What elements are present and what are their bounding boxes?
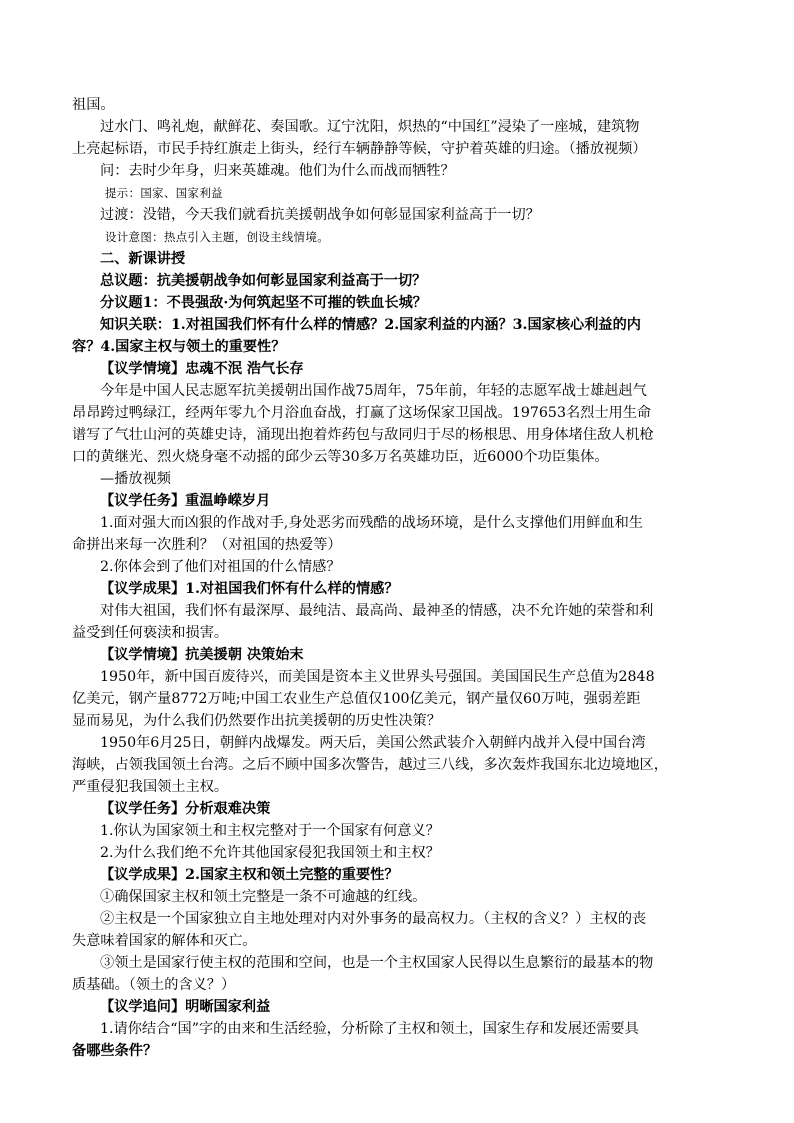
text-line: 海峡，占领我国领土台湾。之后不顾中国多次警告，越过三八线，多次轰炸我国东北边境地区，: [72, 757, 668, 773]
text-line: 今年是中国人民志愿军抗美援朝出国作战75周年，75年前，年轻的志愿军战士雄赳赳气: [100, 383, 647, 399]
text-line: 亿美元，钢产量8772万吨;中国工农业生产总值仅100亿美元，钢产量仅60万吨，强弱差距: [72, 691, 641, 707]
text-line: 1.请你结合“国”字的由来和生活经验，分析除了主权和领土，国家生存和发展还需要具: [100, 1021, 639, 1037]
knowledge-link: 知识关联：1.对祖国我们怀有什么样的情感？2.国家利益的内涵？3.国家核心利益的内: [100, 317, 641, 333]
knowledge-link: 容？4.国家主权与领土的重要性？: [72, 339, 286, 355]
hint-line: 提示：国家、国家利益: [105, 186, 223, 200]
text-line: 1950年6月25日，朝鲜内战爆发。两天后，美国公然武装介入朝鲜内战并入侵中国台湾: [100, 735, 646, 751]
text-line: ②主权是一个国家独立自主地处理对内对外事务的最高权力。（主权的含义？）主权的丧: [100, 911, 647, 927]
text-line: 问：去时少年身，归来英雄魂。他们为什么而战而牺牲？: [100, 163, 455, 179]
text-line: 命拼出来每一次胜利？（对祖国的热爱等）: [72, 537, 342, 553]
section-label: 【议学追问】明晰国家利益: [100, 999, 271, 1015]
text-line: 1.你认为国家领土和主权完整对于一个国家有何意义？: [100, 823, 440, 839]
section-label: 【议学情境】忠魂不泯 浩气长存: [100, 361, 304, 377]
text-line: 1.面对强大而凶狠的作战对手,身处恶劣而残酷的战场环境，是什么支撑他们用鲜血和生: [100, 515, 643, 531]
text-line: 2.你体会到了他们对祖国的什么情感？: [100, 559, 341, 575]
text-line: ③领土是国家行使主权的范围和空间，也是一个主权国家人民得以生息繁衍的最基本的物: [100, 955, 654, 971]
section-label: 【议学任务】分析艰难决策: [100, 801, 271, 817]
sub-topic: 分议题1：不畏强敌·为何筑起坚不可摧的铁血长城？: [100, 295, 427, 311]
text-line: 2.为什么我们绝不允许其他国家侵犯我国领土和主权？: [100, 845, 440, 861]
text-line: —播放视频: [100, 471, 171, 487]
text-line: 昂昂跨过鸭绿江，经两年零九个月浴血奋战，打赢了这场保家卫国战。197653名烈士用生命: [72, 405, 652, 421]
text-line: 失意味着国家的解体和灭亡。: [72, 933, 257, 949]
text-line: 质基础。（领土的含义？）: [72, 977, 236, 993]
text-line: 谱写了气壮山河的英雄史诗，涌现出抱着炸药包与敌同归于尽的杨根思、用身体堵住敌人机枪: [72, 427, 654, 443]
section-label: 【议学情境】抗美援朝 决策始末: [100, 647, 304, 663]
design-intent-line: 设计意图：热点引入主题，创设主线情境。: [105, 230, 330, 244]
text-line: 益受到任何亵渎和损害。: [72, 625, 229, 641]
text-line: 备哪些条件？: [72, 1043, 158, 1059]
text-line: ①确保国家主权和领土完整是一条不可逾越的红线。: [100, 889, 427, 905]
section-label: 【议学任务】重温峥嵘岁月: [100, 493, 271, 509]
text-line: 显而易见，为什么我们仍然要作出抗美援朝的历史性决策？: [72, 713, 441, 729]
document-page: [72, 94, 723, 1062]
section-heading: 二、新课讲授: [100, 251, 186, 267]
section-label: 【议学成果】2.国家主权和领土完整的重要性？: [100, 867, 399, 883]
text-line: 口的黄继光、烈火烧身毫不动摇的邱少云等30多万名英雄功臣，近6000个功臣集体。: [72, 449, 609, 465]
text-line: 1950年，新中国百废待兴，而美国是资本主义世界头号强国。美国国民生产总值为2848: [100, 669, 655, 685]
text-line: 严重侵犯我国领土主权。: [72, 779, 229, 795]
text-line: 祖国。: [72, 97, 115, 113]
section-label: 【议学成果】1.对祖国我们怀有什么样的情感？: [100, 581, 399, 597]
main-topic: 总议题：抗美援朝战争如何彰显国家利益高于一切？: [100, 273, 427, 289]
text-line: 过水门、鸣礼炮，献鲜花、奏国歌。辽宁沈阳，炽热的“中国红”浸染了一座城，建筑物: [100, 119, 640, 135]
text-line: 上亮起标语，市民手持红旗走上街头，经行车辆静静等候，守护着英雄的归途。（播放视频）: [72, 141, 647, 157]
text-line: 过渡：没错，今天我们就看抗美援朝战争如何彰显国家利益高于一切？: [100, 207, 540, 223]
text-line: 对伟大祖国，我们怀有最深厚、最纯洁、最高尚、最神圣的情感，决不允许她的荣誉和利: [100, 603, 654, 619]
